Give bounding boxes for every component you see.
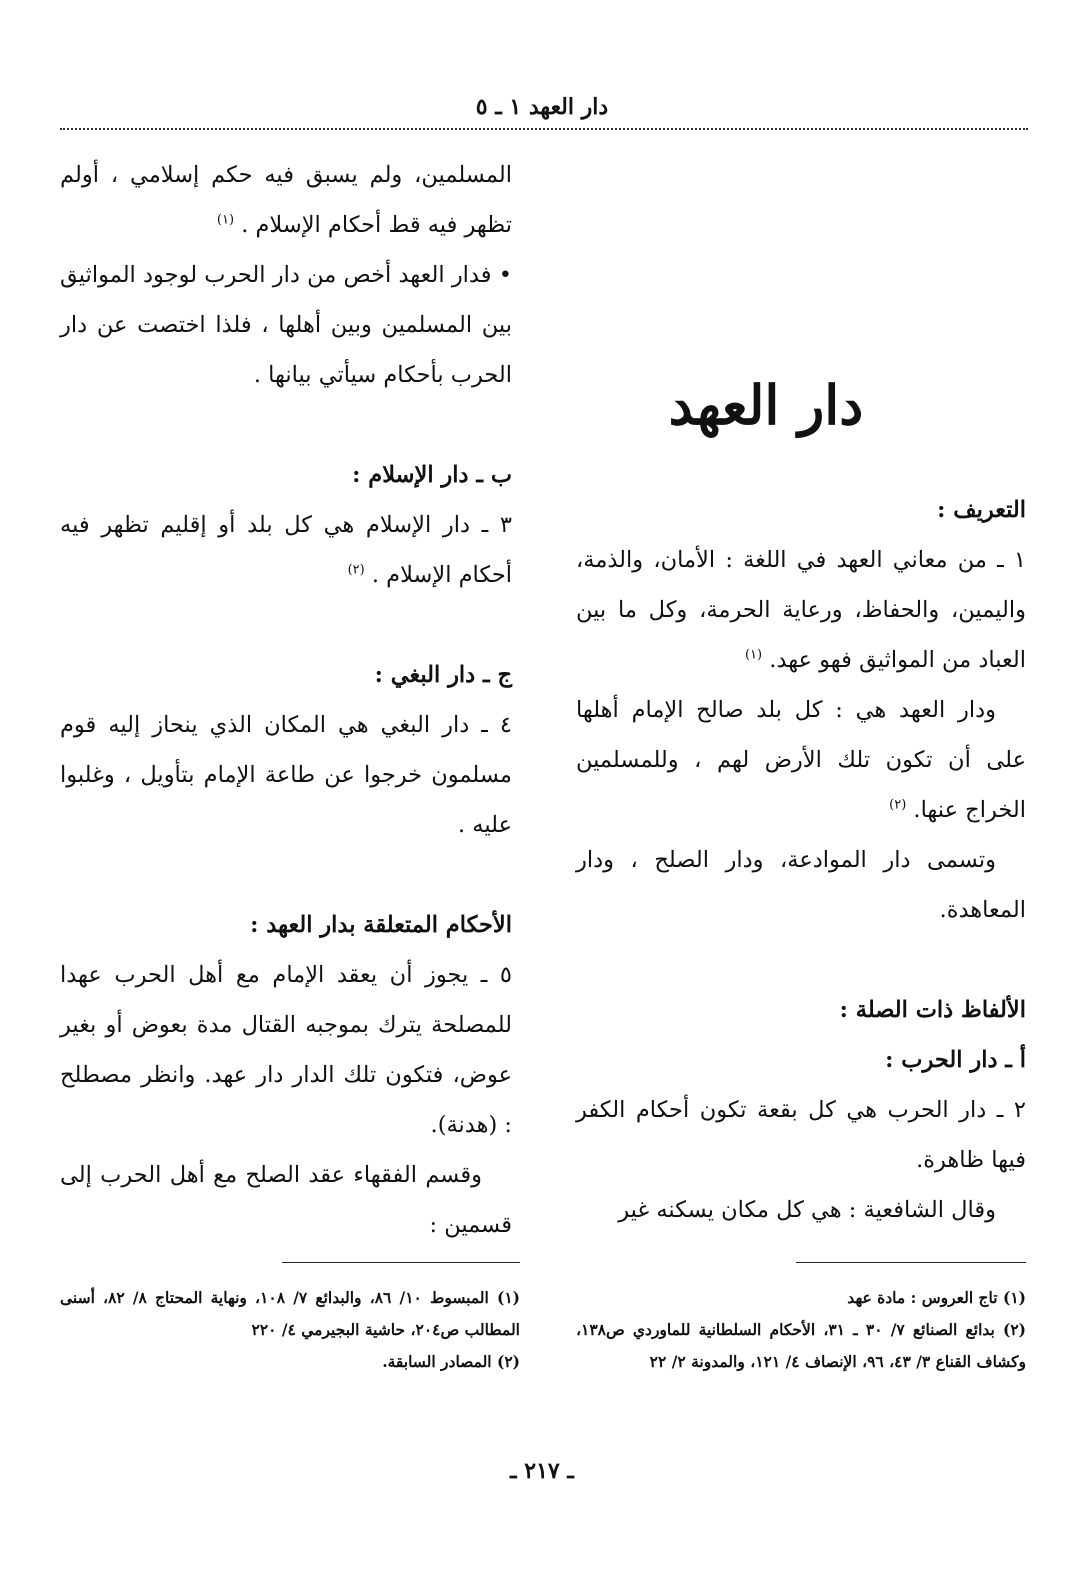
spacer (60, 400, 512, 450)
footnote-ref: (١) (744, 647, 763, 663)
footnote-1: (١) المبسوط ١٠/ ٨٦، والبدائع ٧/ ١٠٨، ونهاية المحتاج ٨/ ٨٢، أسنى المطالب ص٢٠٤، حاشية البجيرمي ٤/ ٢٢٠ (60, 1288, 521, 1339)
left-paragraph-1 (60, 150, 512, 250)
footnote-2: (٢) بدائع الصنائع ٧/ ٣٠ ـ ٣١، الأحكام السلطانية للماوردي ص١٣٨، وكشاف القناع ٣/ ٤٣، ٩٦، الإنصاف ٤/ ١٢١، والمدونة ٢/ ٢٢ (576, 1320, 1027, 1371)
left-paragraph-1-text: المسلمين، ولم يسبق فيه حكم إسلامي ، أولم تظهر فيه قط أحكام الإسلام . (60, 162, 512, 238)
paragraph-5: وقال الشافعية : هي كل مكان يسكنه غير (618, 1197, 996, 1223)
footnote-rule-right (796, 1262, 1026, 1263)
spacer (576, 935, 1026, 985)
paragraph-1 (576, 535, 1026, 685)
right-column (576, 150, 1026, 1235)
spacer (60, 600, 512, 650)
paragraph-2-text: ودار العهد هي : كل بلد صالح الإمام أهلها على أن تكون تلك الأرض لهم ، وللمسلمين الخراج عنها. (576, 697, 1026, 823)
rulings-heading: الأحكام المتعلقة بدار العهد : (250, 912, 512, 938)
footnotes-right (576, 1282, 1026, 1378)
left-column (60, 150, 512, 1250)
header-dotted-rule (60, 128, 1028, 130)
entry-title: دار العهد (668, 373, 864, 437)
page-number: ـ ٢١٧ ـ (510, 1458, 574, 1484)
left-paragraph-2: • فدار العهد أخص من دار الحرب لوجود المواثيق بين المسلمين وبين أهلها ، فلذا اختصت عن دار الحرب بأحكام سيأتي بيانها . (60, 262, 512, 388)
subheading-dar-al-islam: ب ـ دار الإسلام : (352, 462, 512, 488)
spacer (576, 445, 1026, 485)
paragraph-3: وتسمى دار الموادعة، ودار الصلح ، ودار المعاهدة. (576, 847, 1026, 923)
footnotes-left (60, 1282, 520, 1378)
footnote-1: (١) تاج العروس : مادة عهد (847, 1288, 1026, 1307)
paragraph-2 (576, 685, 1026, 835)
subheading-dar-al-harb: أ ـ دار الحرب : (885, 1047, 1026, 1073)
related-terms-heading: الألفاظ ذات الصلة : (839, 997, 1026, 1023)
running-title: دار العهد ١ ـ ٥ (475, 94, 609, 120)
footnote-2: (٢) المصادر السابقة. (382, 1352, 520, 1371)
definition-heading: التعريف : (937, 497, 1026, 523)
left-paragraph-5: ٥ ـ يجوز أن يعقد الإمام مع أهل الحرب عهدا للمصلحة يترك بموجبه القتال مدة بعوض أو بغير عوض، فتكون تلك الدار دار عهد. وانظر مصطلح : (هدنة). (60, 962, 512, 1138)
footnote-ref: (٢) (347, 562, 365, 578)
left-paragraph-6: وقسم الفقهاء عقد الصلح مع أهل الحرب إلى قسمين : (60, 1162, 512, 1238)
top-spacer (576, 150, 1026, 365)
left-paragraph-3 (60, 500, 512, 600)
left-paragraph-3-text: ٣ ـ دار الإسلام هي كل بلد أو إقليم تظهر فيه أحكام الإسلام . (60, 512, 512, 588)
subheading-dar-al-baghy: ج ـ دار البغي : (374, 662, 512, 688)
spacer (60, 850, 512, 900)
footnote-ref: (١) (216, 212, 235, 228)
paragraph-1-text: ١ ـ من معاني العهد في اللغة : الأمان، والذمة، واليمين، والحفاظ، ورعاية الحرمة، وكل ما بين العباد من المواثيق فهو عهد. (576, 547, 1026, 673)
paragraph-4: ٢ ـ دار الحرب هي كل بقعة تكون أحكام الكفر فيها ظاهرة. (576, 1097, 1026, 1173)
footnote-ref: (٢) (889, 797, 907, 813)
left-paragraph-4: ٤ ـ دار البغي هي المكان الذي ينحاز إليه قوم مسلمون خرجوا عن طاعة الإمام بتأويل ، وغلبوا عليه . (60, 712, 512, 838)
footnote-rule-left (282, 1262, 520, 1263)
